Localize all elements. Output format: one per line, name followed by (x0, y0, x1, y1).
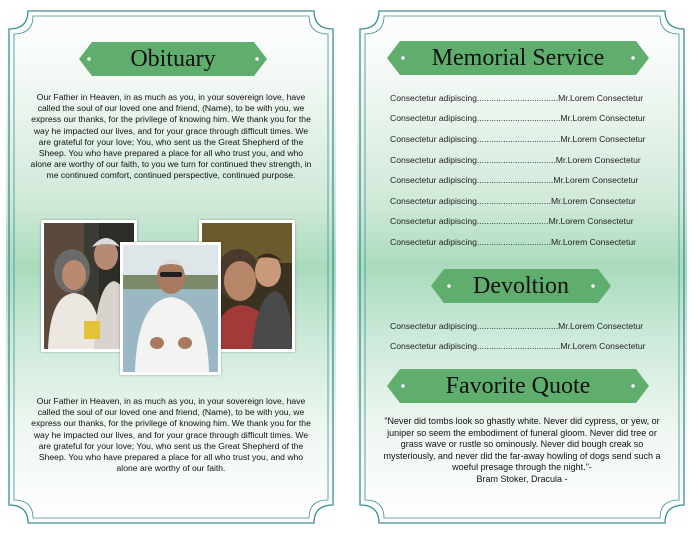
photo-man (120, 242, 221, 375)
obituary-banner (79, 42, 267, 76)
memorial-item: Consectetur adipiscing..............................Mr.Lorem Consectetur (390, 216, 634, 226)
favorite-quote-title: Favorite Quote (445, 373, 591, 399)
memorial-item: Consectetur adipiscing..................................Mr.Lorem Consectetur (390, 93, 644, 103)
memorial-item: Consectetur adipiscing...............................Mr.Lorem Consectetur (390, 196, 636, 206)
obituary-paragraph-top: Our Father in Heaven, in as much as you, in your sovereign love, have called the soul of our loved one and friend, (Name), to be with you, we express our thanks, for the privilege of knowing him. We thank you for the way he impacted our lives, and for your grace through difficult times. We are grateful for your love; You, who sent us the Great Shepherd of the Sheep. You who have prepared a place for all who trust you, and who alone are worthy of our faith, to you we turn for continued thev strength, in me continued comfort, continued perspective, continued purpose. (30, 92, 312, 181)
service-panel (357, 8, 687, 526)
obituary-paragraph-bottom: Our Father in Heaven, in as much as you, in your sovereign love, have called the soul of our loved one and friend, (Name), to be with you, we express our thanks, for the privilege of knowing him. We thank you for the way he impacted our lives, and for your grace through difficult times. We are grateful for your love; You, who sent us the Great Shepherd of the Sheep. You who have prepared a place for all who trust you, and who alone are worthy of our faith. (31, 396, 311, 474)
memorial-item: Consectetur adipiscing.................................Mr.Lorem Consectetur (390, 155, 641, 165)
memorial-item: Consectetur adipiscing................................Mr.Lorem Consectetur (390, 175, 639, 185)
quote-text: "Never did tombs look so ghastly white. Never did cypress, or yew, or juniper so seem the embodiment of funeral gloom. Never did tree or grass wave or rustle so ominously. Never did bough creak so mysteriously, and never did the far-away howling of dogs send such a woeful presage through the night."- (383, 416, 661, 473)
favorite-quote-banner (387, 369, 649, 403)
memorial-item: Consectetur adipiscing...................................Mr.Lorem Consectetur (390, 134, 646, 144)
quote-author: Bram Stoker, Dracula - (476, 473, 568, 484)
devotion-item: Consectetur adipiscing...................................Mr.Lorem Consectetur (390, 341, 646, 351)
memorial-item: Consectetur adipiscing...................................Mr.Lorem Consectetur (390, 113, 646, 123)
obituary-title: Obituary (130, 46, 216, 72)
memorial-item: Consectetur adipiscing...............................Mr.Lorem Consectetur (390, 237, 636, 247)
memorial-service-title: Memorial Service (431, 45, 605, 71)
devotion-banner (431, 269, 611, 303)
man-photo-image (123, 245, 218, 372)
favorite-quote (379, 416, 665, 486)
memorial-service-banner (387, 41, 649, 75)
devotion-title: Devoltion (473, 273, 569, 299)
obituary-panel (6, 8, 336, 526)
devotion-item: Consectetur adipiscing..................................Mr.Lorem Consectetur (390, 321, 644, 331)
